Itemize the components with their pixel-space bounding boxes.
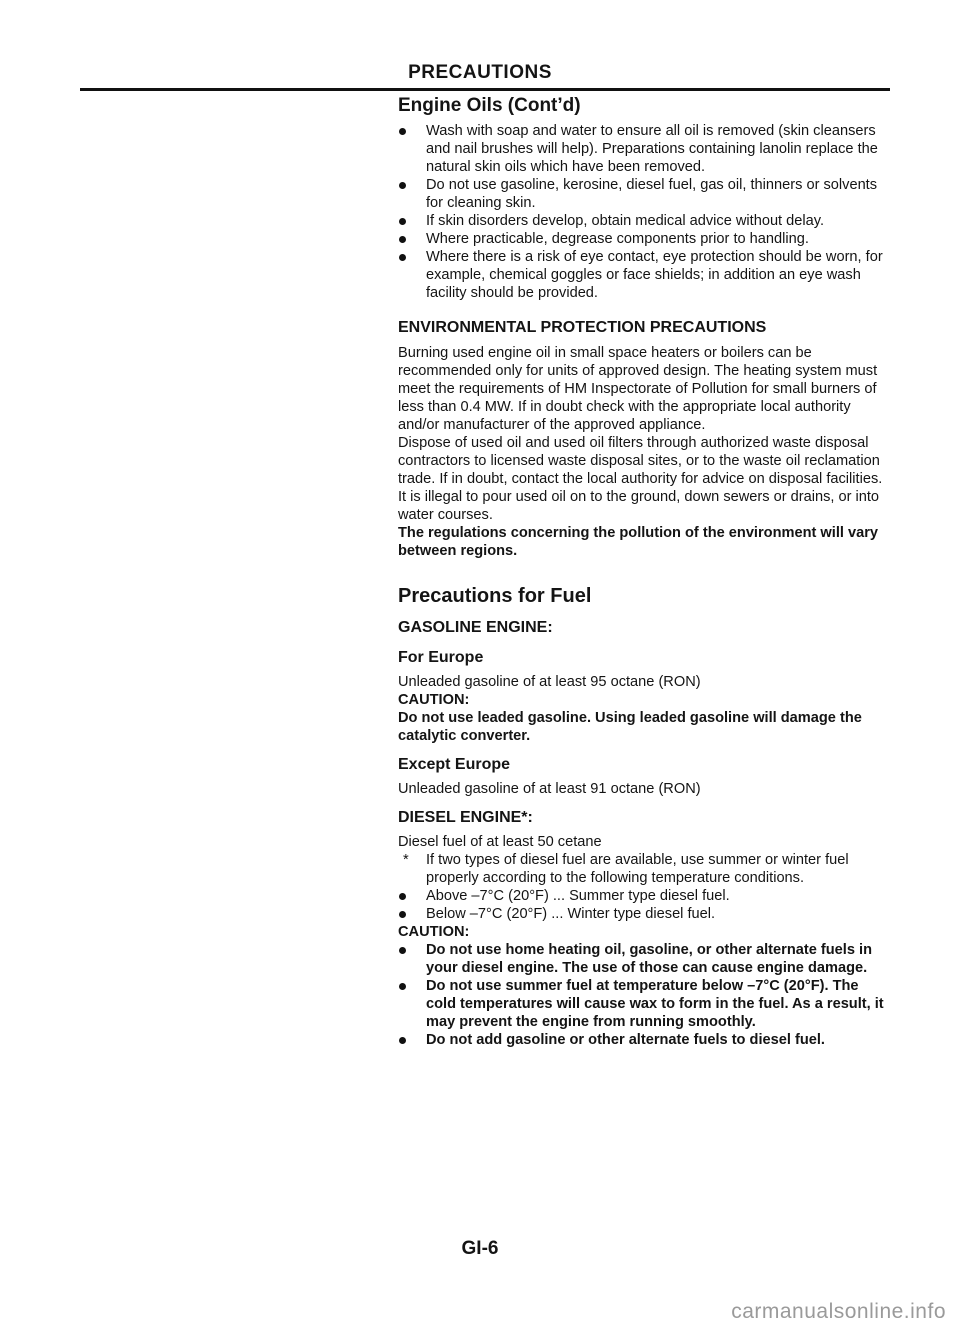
environmental-bold-note: The regulations concerning the pollution of the environment will vary between regions. <box>398 525 879 559</box>
engine-oil-bullet-list <box>398 122 890 302</box>
list-item: Do not use summer fuel at temperature below –7°C (20°F). The cold temperatures will cause wax to form in the fuel. As a result, it may prevent the engine from running smoothly. <box>398 977 890 1031</box>
asterisk-icon: * <box>403 852 409 868</box>
page-header-title: PRECAUTIONS <box>408 62 552 83</box>
environmental-heading: ENVIRONMENTAL PROTECTION PRECAUTIONS <box>398 319 767 336</box>
list-item: Above –7°C (20°F) ... Summer type diesel fuel. <box>398 887 890 905</box>
bullet-icon <box>399 236 406 243</box>
list-item: Do not use home heating oil, gasoline, or other alternate fuels in your diesel engine. The use of those can cause engine damage. <box>398 941 890 977</box>
environmental-paragraph: Burning used engine oil in small space heaters or boilers can be recommended only for units of approved design. The heating system must meet the requirements of HM Inspectorate of Pollution for small burners of less than 0.4 MW. If in doubt check with the appropriate local authority and/or manufacturer of the approved appliance. <box>398 345 878 433</box>
bullet-icon <box>399 1037 406 1044</box>
europe-text: Unleaded gasoline of at least 95 octane (RON) <box>398 674 701 690</box>
caution-label: CAUTION: <box>398 692 470 708</box>
bullet-icon <box>399 983 406 990</box>
except-europe-text: Unleaded gasoline of at least 91 octane (RON) <box>398 781 701 797</box>
gasoline-engine-heading: GASOLINE ENGINE: <box>398 619 553 636</box>
list-item: Do not add gasoline or other alternate fuels to diesel fuel. <box>398 1031 890 1049</box>
environmental-paragraph: It is illegal to pour used oil on to the ground, down sewers or drains, or into water courses. <box>398 489 880 523</box>
fuel-heading: Precautions for Fuel <box>398 585 592 607</box>
list-item: Where there is a risk of eye contact, eye protection should be worn, for example, chemical goggles or face shields; in addition an eye wash facility should be provided. <box>398 248 890 302</box>
list-item: Do not use gasoline, kerosine, diesel fuel, gas oil, thinners or solvents for cleaning skin. <box>398 176 890 212</box>
europe-heading: For Europe <box>398 649 484 666</box>
bullet-icon <box>399 218 406 225</box>
except-europe-heading: Except Europe <box>398 756 511 773</box>
diesel-caution-list <box>398 941 890 1049</box>
list-item: Wash with soap and water to ensure all oil is removed (skin cleansers and nail brushes will help). Preparations containing lanolin replace the natural skin oils which have been removed. <box>398 122 890 176</box>
page-number: GI-6 <box>461 1238 499 1259</box>
caution-label: CAUTION: <box>398 924 470 940</box>
list-item: Where practicable, degrease components prior to handling. <box>398 230 890 248</box>
bullet-icon <box>399 182 406 189</box>
bullet-icon <box>399 128 406 135</box>
europe-caution-text: Do not use leaded gasoline. Using leaded gasoline will damage the catalytic converter. <box>398 710 862 744</box>
environmental-paragraph: Dispose of used oil and used oil filters through authorized waste disposal contractors to licensed waste disposal sites, or to the waste oil reclamation trade. If in doubt, contact the local authority for advice on disposal facilities. <box>398 435 883 487</box>
bullet-icon <box>399 911 406 918</box>
main-content <box>398 94 890 1049</box>
diesel-text: Diesel fuel of at least 50 cetane <box>398 834 602 850</box>
list-item: If skin disorders develop, obtain medical advice without delay. <box>398 212 890 230</box>
list-item: * If two types of diesel fuel are available, use summer or winter fuel properly according to the following temperature conditions. <box>403 852 849 886</box>
bullet-icon <box>399 947 406 954</box>
diesel-engine-heading: DIESEL ENGINE*: <box>398 809 533 826</box>
bullet-icon <box>399 254 406 261</box>
diesel-note-list <box>398 851 890 923</box>
bullet-icon <box>399 893 406 900</box>
header-rule <box>80 88 890 91</box>
watermark: carmanualsonline.info <box>731 1300 946 1323</box>
list-item: Below –7°C (20°F) ... Winter type diesel fuel. <box>398 905 890 923</box>
section-title: Engine Oils (Cont’d) <box>398 95 581 116</box>
